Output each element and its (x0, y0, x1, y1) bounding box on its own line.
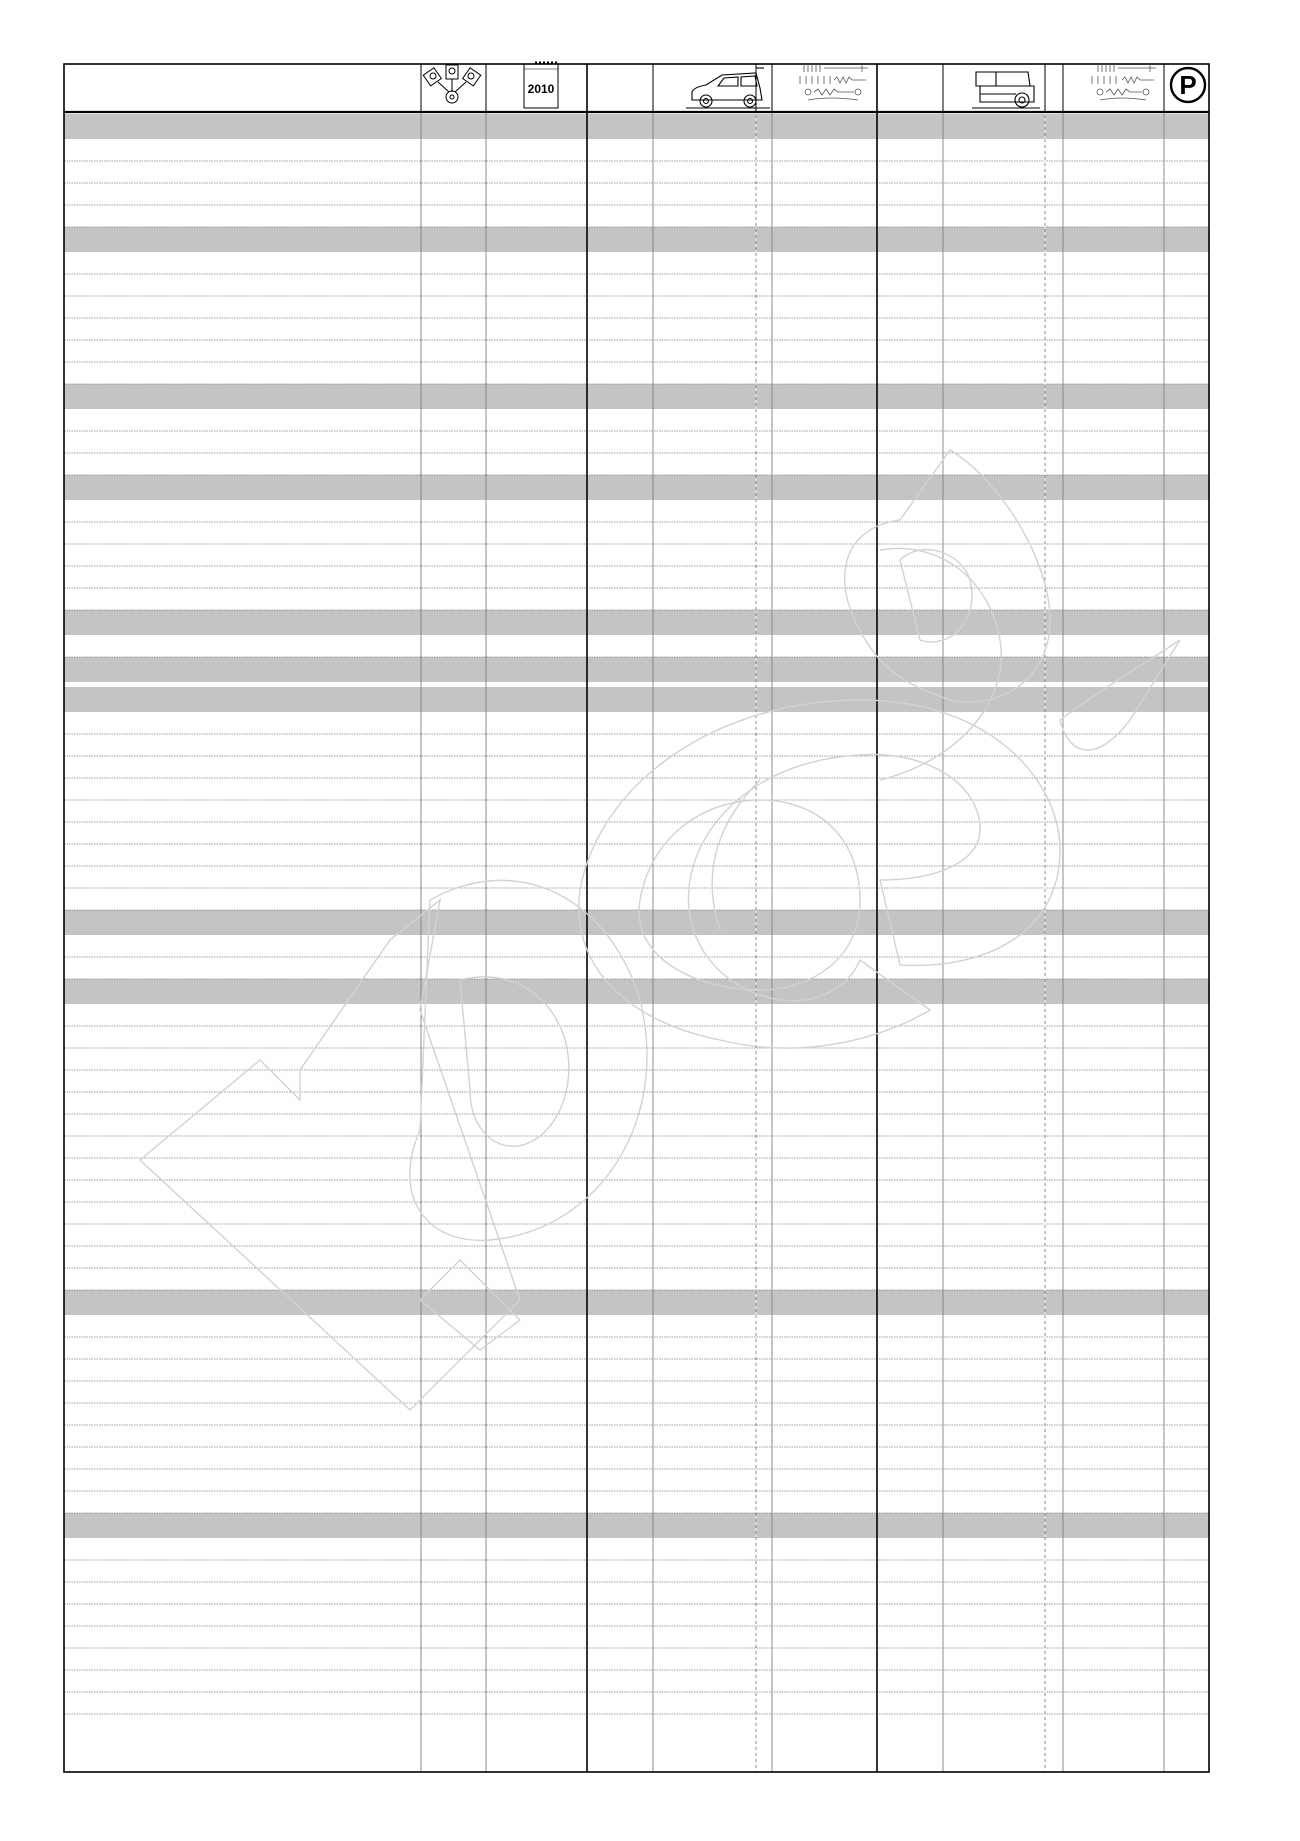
section-band (64, 610, 1209, 635)
tools-icon (1092, 64, 1156, 100)
parking-label: P (1179, 70, 1197, 100)
section-bands (64, 114, 1209, 1538)
section-band (64, 910, 1209, 935)
section-band (64, 384, 1209, 409)
section-band (64, 227, 1209, 252)
section-band (64, 1513, 1209, 1538)
section-band (64, 1290, 1209, 1315)
section-band (64, 979, 1209, 1004)
car-side-icon (686, 68, 770, 108)
car-rear-icon (972, 72, 1040, 108)
section-band (64, 475, 1209, 500)
parking-icon (1171, 68, 1205, 102)
calendar-year: 2010 (527, 82, 555, 96)
calendar-icon (524, 63, 558, 108)
section-band (64, 687, 1209, 712)
section-band (64, 657, 1209, 682)
pistons-icon (423, 65, 480, 103)
section-band (64, 114, 1209, 139)
tools-icon (800, 64, 868, 100)
